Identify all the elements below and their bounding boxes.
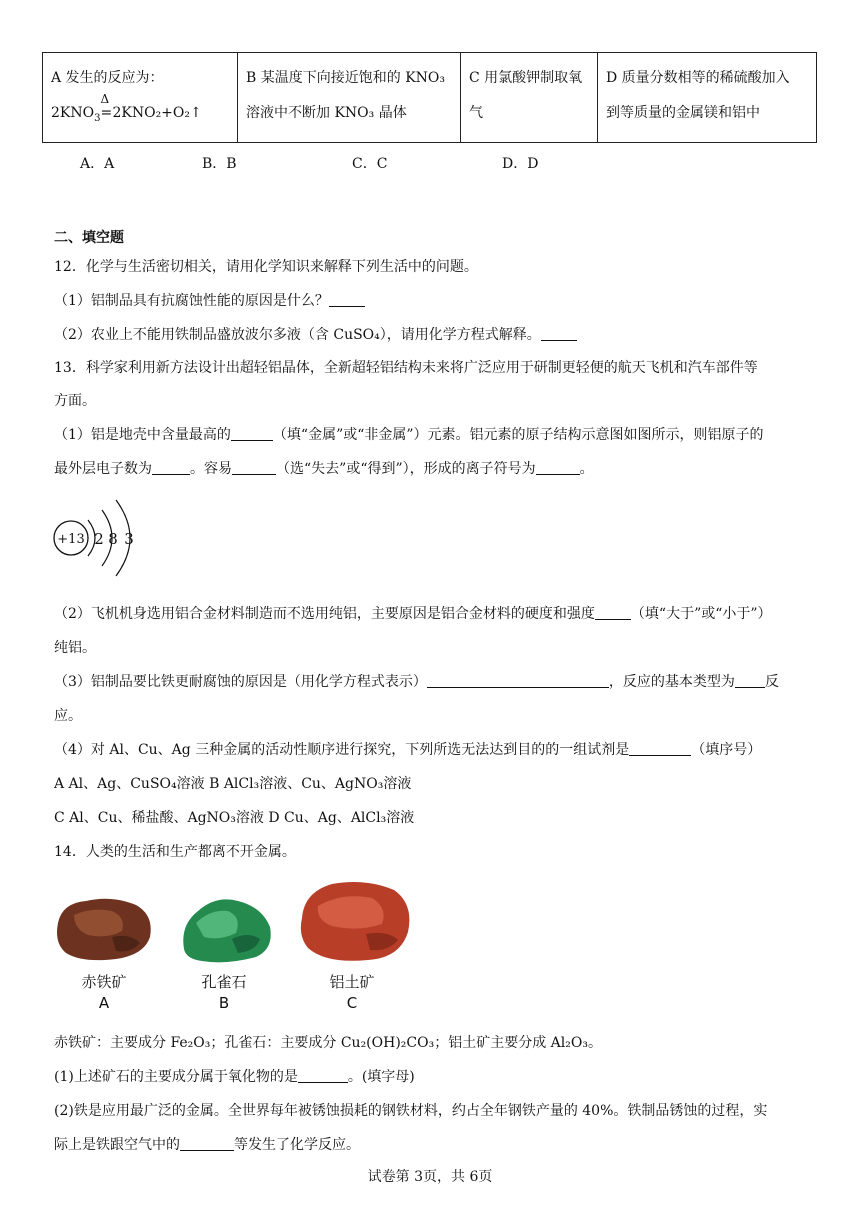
option-a-text: A 发生的反应为： xyxy=(51,70,164,86)
answer-blank[interactable] xyxy=(152,460,190,475)
q13-stem: 13．科学家利用新方法设计出超轻铝晶体，全新超轻铝结构未来将广泛应用于研制更轻便的航天飞机和汽车部件等 xyxy=(54,360,758,376)
mineral-label-c: 铝土矿 C xyxy=(329,973,375,1012)
shell-count-1: 2 xyxy=(94,530,104,548)
answer-blank[interactable] xyxy=(541,326,577,341)
hematite-image xyxy=(52,893,156,963)
q13-part1-cont: 最外层电子数为 。容易 （选“失去”或“得到”），形成的离子符号为 。 xyxy=(54,461,594,477)
q13-part3-cont: 应。 xyxy=(54,708,82,724)
malachite-image xyxy=(176,893,276,965)
bauxite-image xyxy=(296,878,414,964)
option-b-cell xyxy=(238,53,461,143)
shell-count-2: 8 xyxy=(108,530,118,548)
choice-b[interactable]: B．B xyxy=(202,156,237,172)
answer-blank[interactable] xyxy=(629,741,691,756)
q13-part2: （2）飞机机身选用铝合金材料制造而不选用纯铝，主要原因是铝合金材料的硬度和强度 （填“大于”或“小于”） xyxy=(54,606,772,622)
q13-options-cd: C Al、Cu、稀盐酸、AgNO₃溶液 D Cu、Ag、AlCl₃溶液 xyxy=(54,810,415,826)
options-table xyxy=(42,52,817,143)
answer-blank[interactable] xyxy=(180,1136,234,1151)
nucleus-charge: +13 xyxy=(57,532,85,547)
option-c-cell xyxy=(461,53,598,143)
heat-symbol: Δ xyxy=(100,92,110,106)
q13-part4: （4）对 Al、Cu、Ag 三种金属的活动性顺序进行探究，下列所选无法达到目的的一组试剂是 （填序号） xyxy=(54,742,762,758)
q13-stem-cont: 方面。 xyxy=(54,393,96,409)
q14-stem: 14．人类的生活和生产都离不开金属。 xyxy=(54,844,296,860)
q13-part1: （1）铝是地壳中含量最高的 （填“金属”或“非金属”）元素。铝元素的原子结构示意图如图所示，则铝原子的 xyxy=(54,427,764,443)
answer-blank[interactable] xyxy=(329,292,365,307)
choice-d[interactable]: D．D xyxy=(502,156,539,172)
option-d-line1: D 质量分数相等的稀硫酸加入 xyxy=(606,70,790,86)
q14-part2: (2)铁是应用最广泛的金属。全世界每年被锈蚀损耗的钢铁材料，约占全年钢铁产量的 40%。铁制品锈蚀的过程，实 xyxy=(54,1103,768,1119)
q14-part2-cont: 际上是铁跟空气中的 等发生了化学反应。 xyxy=(54,1137,360,1153)
option-a-equation: $2KNO_3$ Δ =2KNO₂+O₂↑ xyxy=(51,96,231,136)
page-footer: 试卷第 3页，共 6页 xyxy=(367,1169,493,1185)
answer-blank[interactable] xyxy=(595,605,631,620)
q12-stem: 12．化学与生活密切相关，请用化学知识来解释下列生活中的问题。 xyxy=(54,259,478,275)
choice-c[interactable]: C．C xyxy=(352,156,388,172)
q13-part2-cont: 纯铝。 xyxy=(54,640,96,656)
option-b-line2: 溶液中不断加 KNO₃ 晶体 xyxy=(246,105,407,121)
q12-part2: （2）农业上不能用铁制品盛放波尔多液（含 CuSO₄），请用化学方程式解释。 xyxy=(54,324,577,344)
answer-blank[interactable] xyxy=(231,426,273,441)
option-b-line1: B 某温度下向接近饱和的 KNO₃ xyxy=(246,70,445,86)
option-d-line2: 到等质量的金属镁和铝中 xyxy=(606,105,760,121)
answer-blank[interactable] xyxy=(427,673,609,688)
aluminum-atom-diagram xyxy=(50,492,150,586)
answer-blank[interactable] xyxy=(232,460,276,475)
section-heading: 二、填空题 xyxy=(54,230,124,246)
q13-part3: （3）铝制品要比铁更耐腐蚀的原因是（用化学方程式表示） ，反应的基本类型为 反 xyxy=(54,674,779,690)
shell-count-3: 3 xyxy=(124,530,134,548)
answer-blank[interactable] xyxy=(298,1068,348,1083)
q12-part1: （1）铝制品具有抗腐蚀性能的原因是什么？ xyxy=(54,290,365,310)
mineral-label-b: 孔雀石 B xyxy=(201,973,247,1012)
answer-blank[interactable] xyxy=(536,460,580,475)
option-d-cell xyxy=(598,53,817,143)
choice-a[interactable]: A．A xyxy=(80,156,115,172)
option-c-line2: 气 xyxy=(469,105,483,121)
q13-options-ab: A Al、Ag、CuSO₄溶液 B AlCl₃溶液、Cu、AgNO₃溶液 xyxy=(54,776,412,792)
option-a-cell xyxy=(43,53,238,143)
q14-part1: (1)上述矿石的主要成分属于氧化物的是 。(填字母) xyxy=(54,1069,415,1085)
answer-blank[interactable] xyxy=(735,673,765,688)
q14-info: 赤铁矿：主要成分 Fe₂O₃；孔雀石：主要成分 Cu₂(OH)₂CO₃；铝土矿主要分成 Al₂O₃。 xyxy=(54,1035,602,1051)
option-c-line1: C 用氯酸钾制取氧 xyxy=(469,70,583,86)
mineral-label-a: 赤铁矿 A xyxy=(81,973,127,1012)
